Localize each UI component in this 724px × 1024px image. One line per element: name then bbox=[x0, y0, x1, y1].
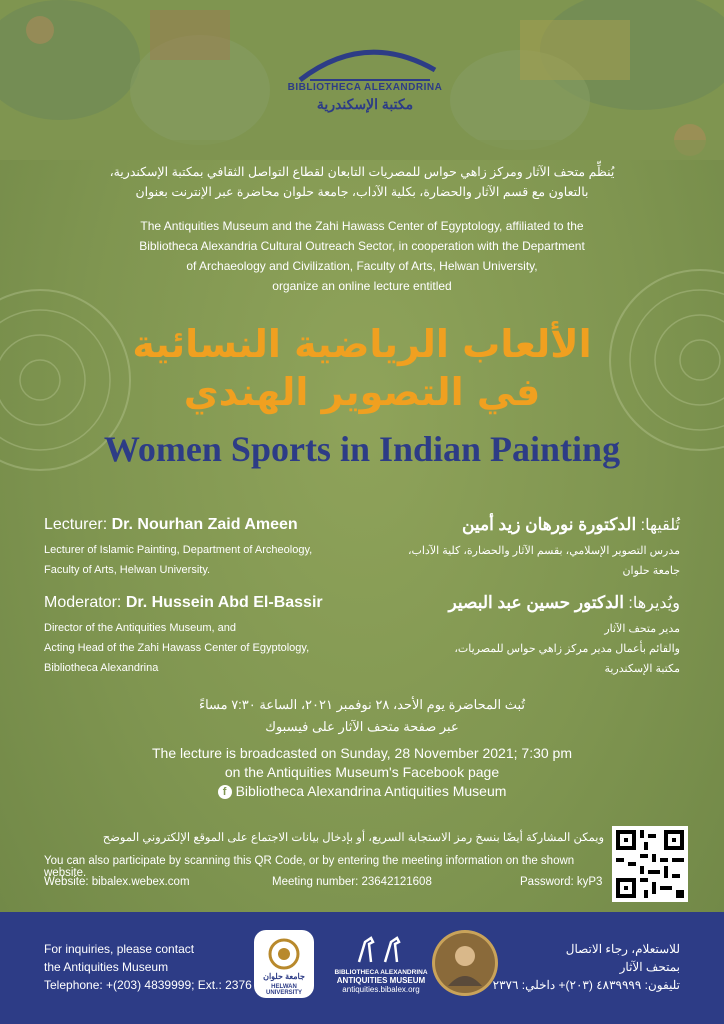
lecturer-label: Lecturer: bbox=[44, 516, 108, 533]
participation-en: You can also participate by scanning this QR Code, or by entering the meeting information on the shown website. bbox=[44, 855, 575, 879]
broadcast-ar-line: عبر صفحة متحف الآثار على فيسبوك bbox=[265, 719, 459, 734]
inquiries-ar-line: للاستعلام، رجاء الاتصال bbox=[565, 942, 680, 956]
intro-en-line: organize an online lecture entitled bbox=[272, 279, 452, 293]
helwan-name-ar: جامعة حلوان bbox=[263, 972, 305, 981]
lecturer-ar-label: تُلقيها: bbox=[640, 517, 680, 534]
moderator-ar-desc: والقائم بأعمال مدير مركز زاهي حواس للمصريات، bbox=[454, 643, 680, 655]
logo-name-en: BIBLIOTHECA ALEXANDRINA bbox=[287, 82, 443, 93]
intro-en-line: Bibliotheca Alexandria Cultural Outreach Sector, in cooperation with the Department bbox=[139, 239, 585, 253]
inquiries-ar bbox=[493, 940, 680, 994]
facebook-page-link[interactable] bbox=[60, 782, 664, 801]
broadcast-en-line: on the Antiquities Museum's Facebook page bbox=[224, 764, 500, 780]
inquiries-en-line: the Antiquities Museum bbox=[44, 960, 169, 974]
intro-english bbox=[60, 216, 664, 296]
broadcast-arabic bbox=[60, 694, 664, 738]
inquiries-en bbox=[44, 940, 252, 994]
museum-name: ANTIQUITIES MUSEUM bbox=[336, 976, 426, 985]
moderator-ar-name: الدكتور حسين عبد البصير bbox=[448, 593, 624, 612]
ibis-hieroglyph-icon bbox=[351, 934, 411, 964]
lecturer-ar-desc: مدرس التصوير الإسلامي، بقسم الآثار والحضارة، كلية الآداب، bbox=[407, 545, 680, 557]
moderator-desc: Bibliotheca Alexandrina bbox=[44, 662, 159, 674]
moderator-ar-desc: مكتبة الإسكندرية bbox=[604, 663, 680, 675]
intro-en-line: The Antiquities Museum and the Zahi Hawass Center of Egyptology, affiliated to the bbox=[140, 219, 584, 233]
facebook-icon: f bbox=[218, 785, 232, 799]
logo-name-ar: مكتبة الإسكندرية bbox=[316, 96, 414, 112]
title-ar-line: في التصوير الهندي bbox=[183, 370, 541, 414]
lecturer-name: Dr. Nourhan Zaid Ameen bbox=[111, 516, 298, 533]
title-arabic bbox=[60, 320, 664, 416]
broadcast-ar-line: تُبث المحاضرة يوم الأحد، ٢٨ نوفمبر ٢٠٢١، الساعة ٧:٣٠ مساءً bbox=[198, 697, 526, 712]
lecturer-en bbox=[44, 514, 364, 580]
lecturer-ar-desc: جامعة حلوان bbox=[622, 565, 680, 577]
moderator-desc: Director of the Antiquities Museum, and bbox=[44, 622, 236, 634]
moderator-desc: Acting Head of the Zahi Hawass Center of Egyptology, bbox=[44, 642, 310, 654]
moderator-ar bbox=[360, 592, 680, 679]
inquiries-phone-en: Telephone: +(203) 4839999; Ext.: 2376 bbox=[44, 978, 252, 992]
intro-arabic bbox=[60, 162, 664, 202]
intro-ar-line: يُنظِّم متحف الآثار ومركز زاهي حواس للمصريات التابعان لقطاع التواصل الثقافي بمكتبة الإسكندرية، bbox=[109, 165, 615, 179]
ba-name: BIBLIOTHECA ALEXANDRINA bbox=[334, 969, 428, 976]
helwan-name-en: HELWAN UNIVERSITY bbox=[265, 984, 302, 996]
moderator-en bbox=[44, 592, 364, 678]
intro-ar-line: بالتعاون مع قسم الآثار والحضارة، بكلية الآداب، جامعة حلوان محاضرة عبر الإنترنت بعنوان bbox=[135, 185, 589, 199]
inquiries-ar-line: بمتحف الآثار bbox=[619, 960, 680, 974]
antiquities-museum-logo bbox=[326, 934, 436, 994]
bibliotheca-alexandrina-logo bbox=[270, 40, 460, 120]
title-ar-line: الألعاب الرياضية النسائية bbox=[132, 322, 592, 366]
meeting-password: Password: kyP3 bbox=[520, 876, 603, 888]
broadcast-english bbox=[60, 744, 664, 801]
title-english: Women Sports in Indian Painting bbox=[103, 429, 621, 469]
website-text[interactable]: Website: bibalex.webex.com bbox=[44, 876, 190, 888]
footer bbox=[0, 912, 724, 1024]
meeting-number: Meeting number: 23642121608 bbox=[272, 876, 432, 888]
moderator-label: Moderator: bbox=[44, 594, 122, 611]
lecturer-ar-name: الدكتورة نورهان زيد أمين bbox=[461, 515, 637, 534]
pharaoh-portrait-icon bbox=[432, 930, 498, 996]
lecturer-ar bbox=[360, 514, 680, 581]
participation-ar: ويمكن المشاركة أيضًا بنسخ رمز الاستجابة السريع، أو بإدخال بيانات الاجتماع على الموقع الإلكتروني الموضح bbox=[102, 832, 604, 844]
inquiries-phone-ar: تليفون: ٤٨٣٩٩٩٩ (٢٠٣)+ داخلي: ٢٣٧٦ bbox=[492, 978, 680, 992]
museum-website[interactable]: antiquities.bibalex.org bbox=[342, 985, 420, 994]
intro-en-line: of Archaeology and Civilization, Faculty of Arts, Helwan University, bbox=[186, 259, 538, 273]
lecturer-desc: Lecturer of Islamic Painting, Department of Archeology, bbox=[44, 544, 313, 556]
moderator-ar-desc: مدير متحف الآثار bbox=[604, 623, 680, 635]
moderator-name: Dr. Hussein Abd El-Bassir bbox=[125, 594, 323, 611]
zahi-hawass-center-logo bbox=[432, 930, 498, 996]
helwan-emblem-icon bbox=[254, 934, 314, 974]
moderator-ar-label: ويُديرها: bbox=[628, 595, 680, 612]
logo-arc-icon bbox=[270, 40, 460, 84]
qr-code[interactable] bbox=[612, 826, 688, 902]
qr-code-icon bbox=[616, 830, 684, 898]
helwan-university-logo bbox=[254, 930, 314, 998]
broadcast-en-line: The lecture is broadcasted on Sunday, 28 November 2021; 7:30 pm bbox=[152, 745, 572, 761]
inquiries-en-line: For inquiries, please contact bbox=[44, 942, 195, 956]
facebook-page-name: Bibliotheca Alexandrina Antiquities Museum bbox=[235, 783, 507, 799]
lecturer-desc: Faculty of Arts, Helwan University. bbox=[44, 564, 211, 576]
